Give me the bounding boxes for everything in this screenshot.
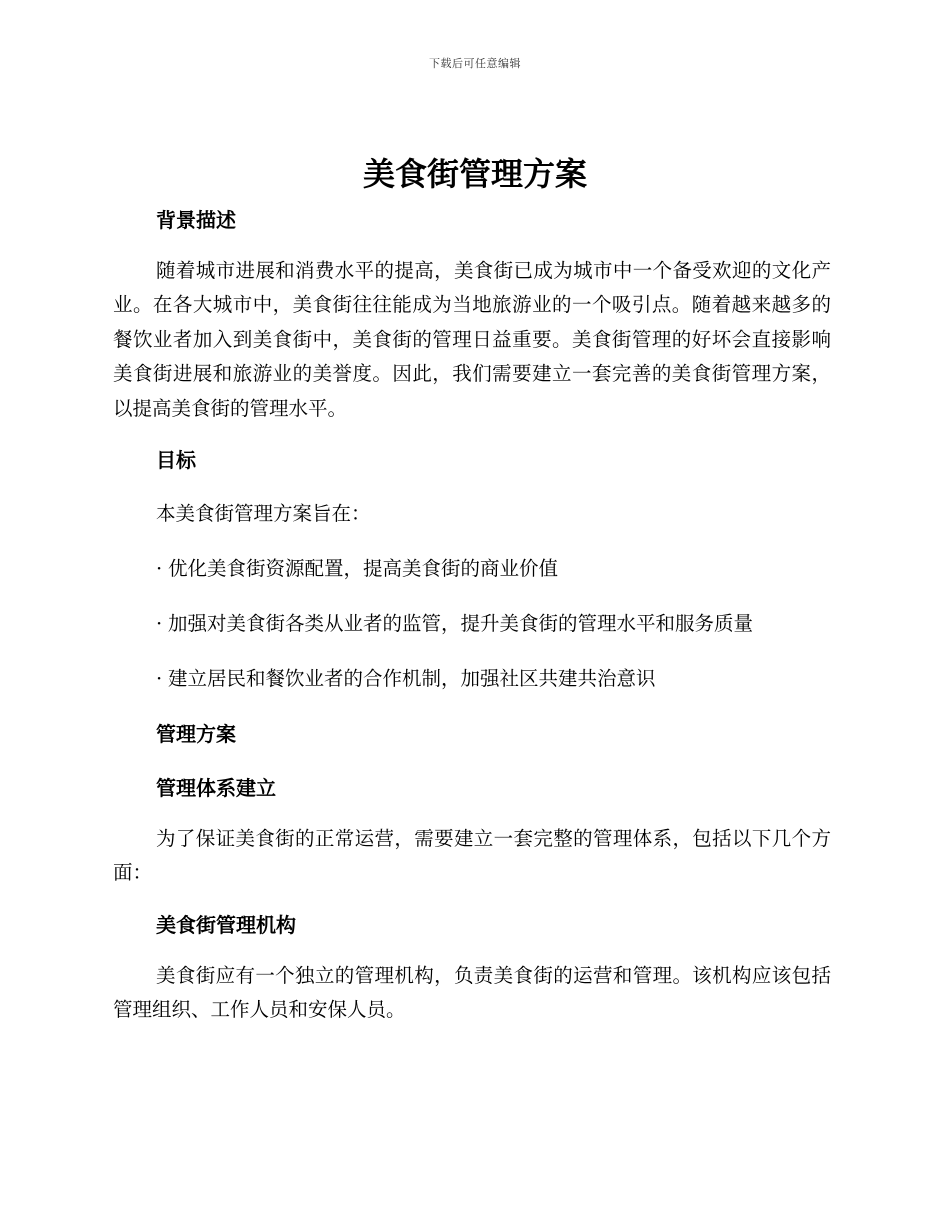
- list-item: [113, 549, 831, 589]
- list-item-text: 建立居民和餐饮业者的合作机制，加强社区共建共治意识: [168, 667, 656, 691]
- section-heading-agency: 美食街管理机构: [156, 912, 296, 937]
- section-heading-system: 管理体系建立: [156, 776, 276, 801]
- document-title: 美食街管理方案: [362, 155, 587, 193]
- bullet-dot: ·: [156, 612, 163, 636]
- list-item: [113, 604, 831, 644]
- agency-paragraph: 美食街应有一个独立的管理机构，负责美食街的运营和管理。该机构应该包括管理组织、工作人员和安保人员。: [113, 963, 831, 1022]
- document-body: [113, 200, 831, 1042]
- page-header: 下载后可任意编辑: [429, 57, 521, 70]
- section-heading-background: 背景描述: [156, 208, 236, 232]
- list-item-text: 加强对美食街各类从业者的监管，提升美食街的管理水平和服务质量: [168, 612, 754, 636]
- bullet-dot: ·: [156, 557, 163, 581]
- system-paragraph: 为了保证美食街的正常运营，需要建立一套完整的管理体系，包括以下几个方面：: [113, 827, 831, 885]
- section-heading-goals: 目标: [156, 448, 196, 473]
- background-paragraph: 随着城市进展和消费水平的提高，美食街已成为城市中一个备受欢迎的文化产业。在各大城市中，美食街往往能成为当地旅游业的一个吸引点。随着越来越多的餐饮业者加入到美食街中，美食街的管理日益重要。美食街管理的好坏会直接影响美食街进展和旅游业的美誉度。因此，我们需要建立一套完善的美食街管理方案，以提高美食街的管理水平。: [113, 259, 831, 420]
- section-heading-plan: 管理方案: [156, 722, 236, 747]
- list-item-text: 优化美食街资源配置，提高美食街的商业价值: [168, 557, 559, 581]
- bullet-dot: ·: [156, 667, 163, 691]
- list-item: [113, 659, 831, 699]
- goals-intro: 本美食街管理方案旨在：: [156, 502, 371, 526]
